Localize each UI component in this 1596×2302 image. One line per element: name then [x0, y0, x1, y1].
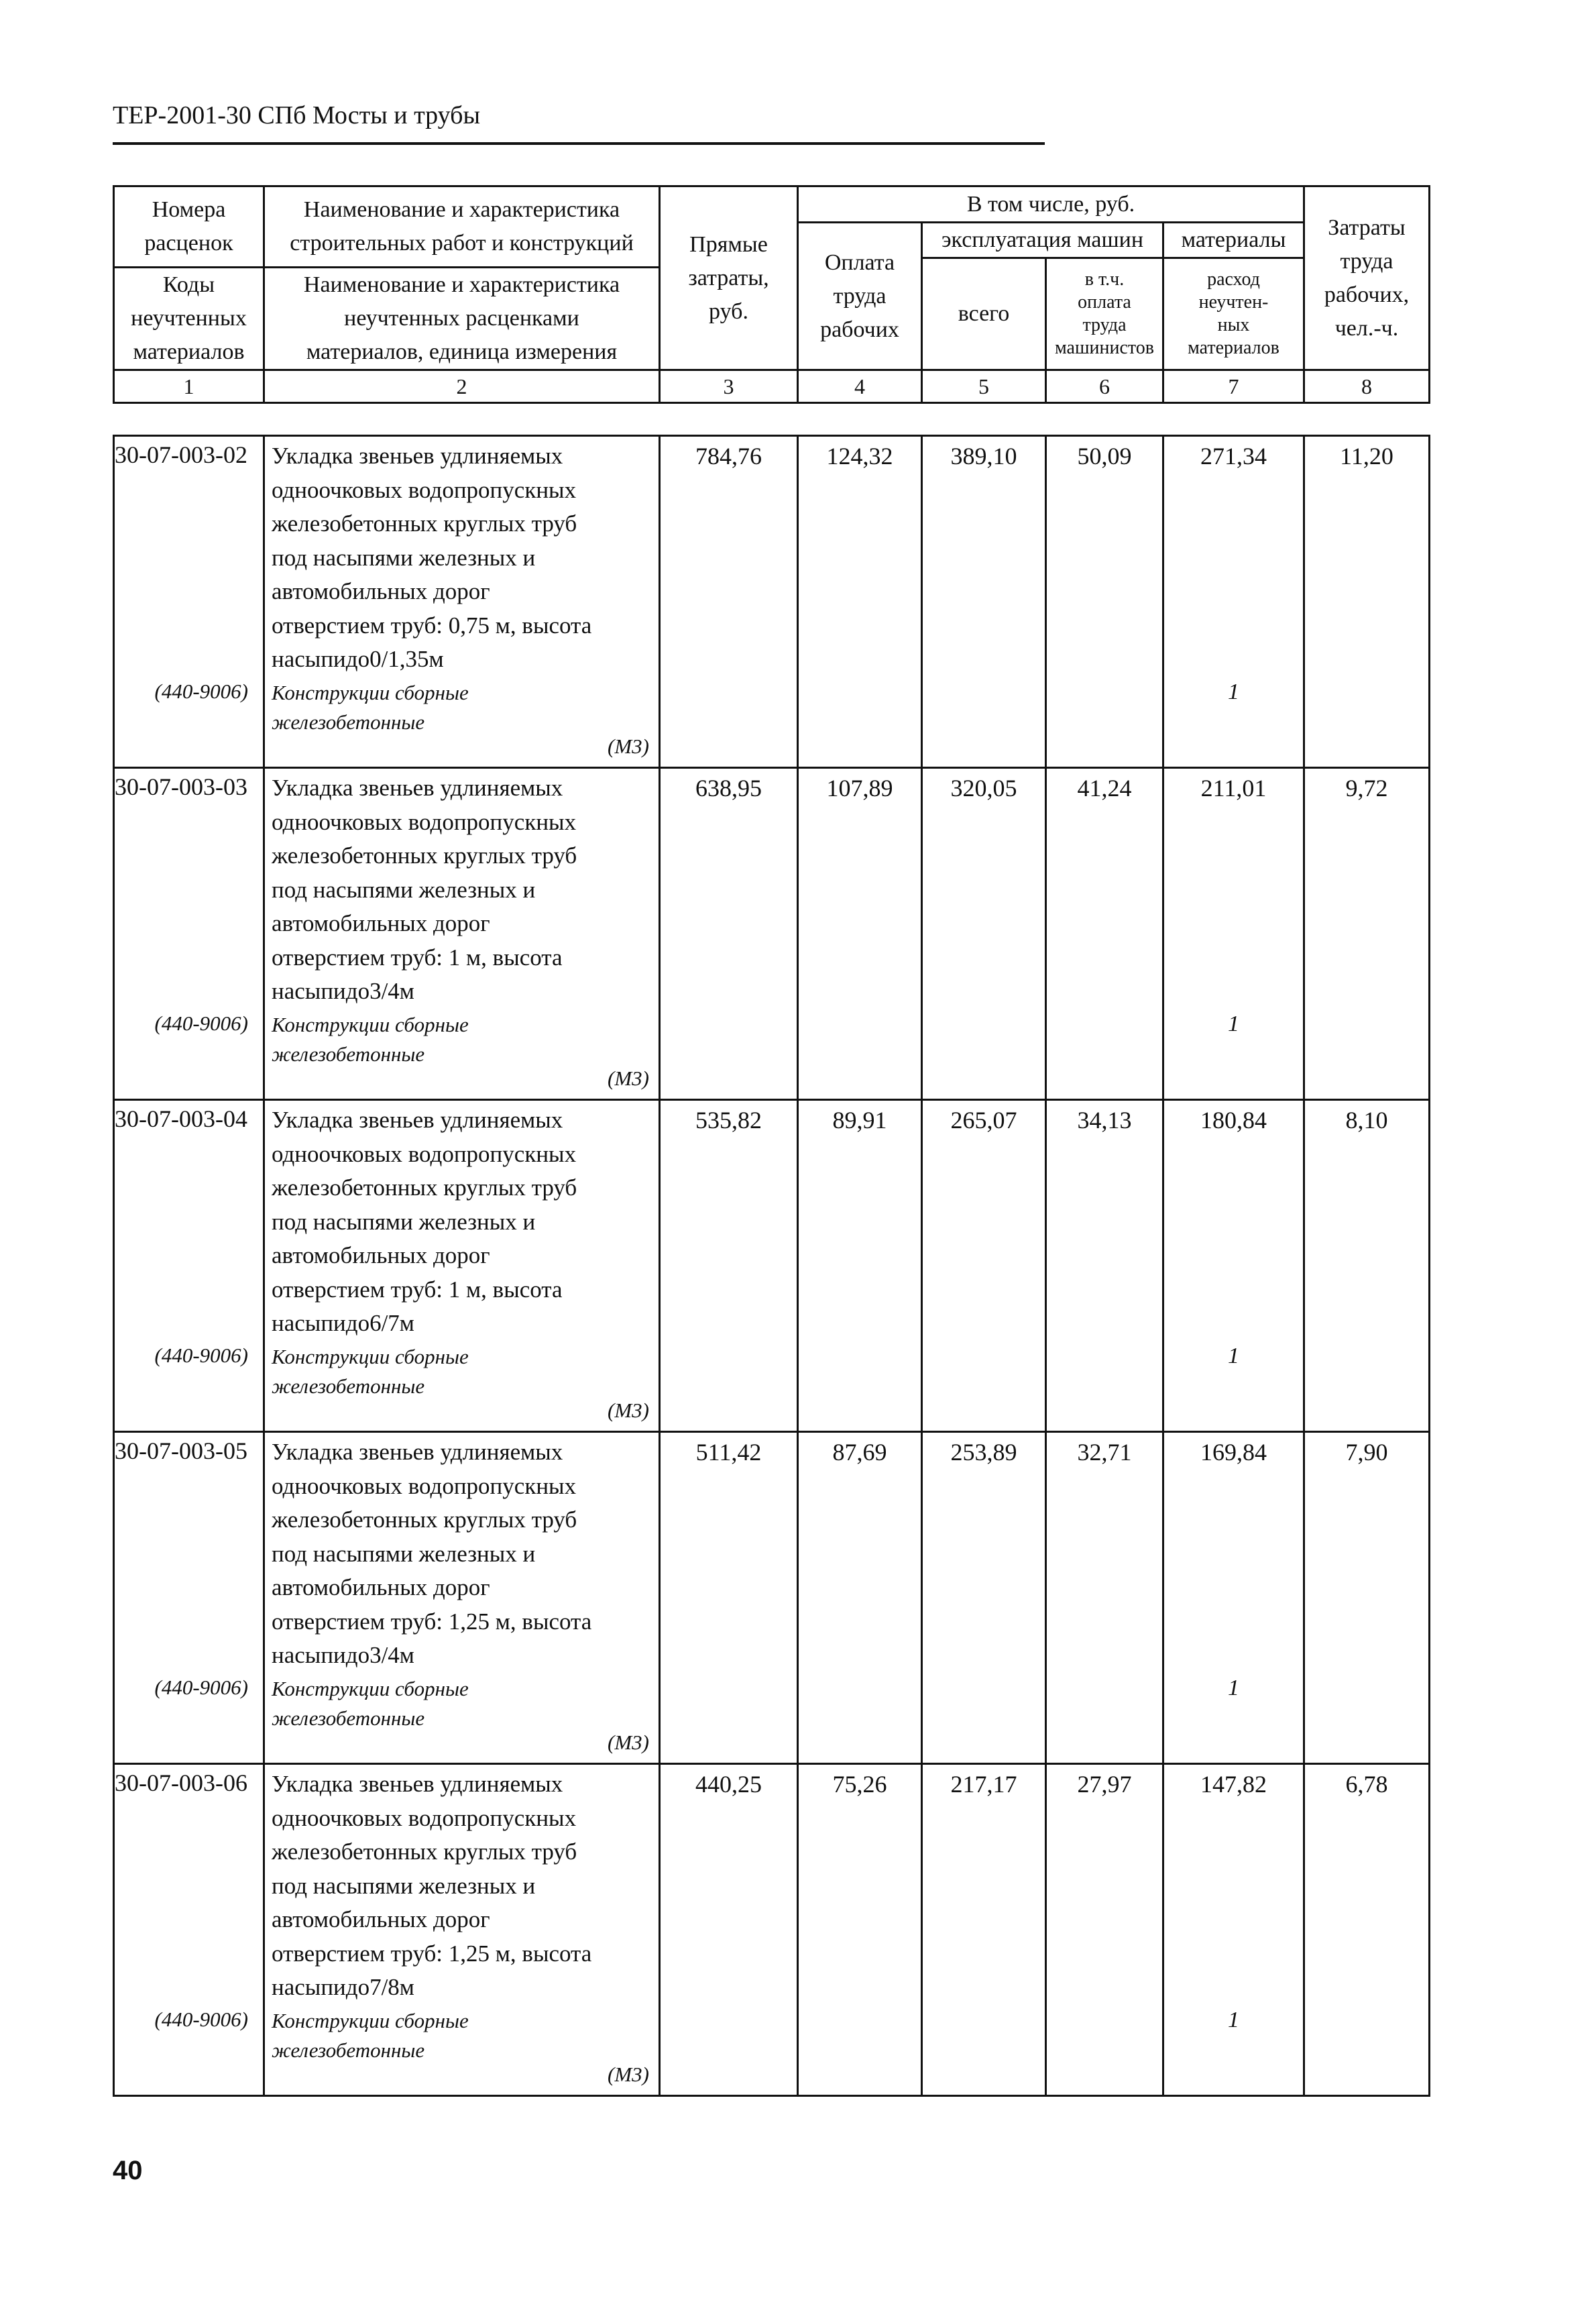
material-code: (440-9006) — [154, 679, 248, 703]
rate-code: 30-07-003-04 — [115, 1105, 247, 1132]
header-line: труда — [1340, 248, 1393, 274]
page-number: 40 — [113, 2156, 143, 2185]
table-row — [114, 436, 1430, 768]
column-number: 3 — [660, 370, 798, 403]
header-col2-top — [264, 186, 660, 268]
code-cell — [114, 1764, 264, 2096]
labor-hours: 7,90 — [1345, 1439, 1388, 1466]
column-number: 1 — [114, 370, 264, 403]
code-cell — [114, 1100, 264, 1432]
rate-code: 30-07-003-05 — [115, 1437, 247, 1464]
material-name-line: Конструкции сборные — [272, 1344, 469, 1368]
material-quantity: 1 — [1228, 679, 1239, 704]
description-line: Укладка звеньев удлиняемых — [272, 1107, 563, 1133]
description-line: под насыпями железных и — [272, 1208, 536, 1235]
page-title: ТЕР-2001-30 СПб Мосты и трубы — [113, 101, 481, 129]
description-line: железобетонных круглых труб — [272, 842, 577, 869]
description-cell — [264, 1764, 660, 2096]
description-line: отверстием труб: 1 м, высота — [272, 944, 563, 971]
description-line: одноочковых водопропускных — [272, 808, 577, 835]
material-name-line: железобетонные — [272, 1042, 425, 1066]
column-number: 7 — [1163, 370, 1304, 403]
code-cell — [114, 436, 264, 768]
header-line: неучтенных расценками — [344, 306, 579, 331]
header-col1-bottom — [114, 268, 264, 370]
column-number: 5 — [922, 370, 1046, 403]
header-col4 — [798, 223, 922, 370]
material-name-line: железобетонные — [272, 2038, 425, 2062]
description-line: одноочковых водопропускных — [272, 1804, 577, 1831]
header-line: труда — [833, 283, 887, 309]
header-line: материалов — [133, 339, 245, 364]
table-row — [114, 1432, 1430, 1764]
header-line: машинистов — [1055, 337, 1154, 358]
description-line: автомобильных дорог — [272, 910, 490, 936]
description-line: автомобильных дорог — [272, 1574, 490, 1600]
header-line: чел.-ч. — [1334, 315, 1399, 341]
header-line: материалов — [1188, 337, 1279, 358]
header-line: расход — [1207, 269, 1260, 290]
header-materials: материалы — [1163, 223, 1304, 258]
description-cell — [264, 768, 660, 1100]
header-col1-top — [114, 186, 264, 268]
material-name-line: Конструкции сборные — [272, 1012, 469, 1036]
rate-code: 30-07-003-06 — [115, 1769, 247, 1796]
description-cell — [264, 436, 660, 768]
description-line: одноочковых водопропускных — [272, 1472, 577, 1499]
header-line: Номера — [152, 197, 226, 222]
description-line: под насыпями железных и — [272, 544, 536, 571]
header-col8 — [1304, 186, 1430, 370]
machine-labor-cost: 32,71 — [1077, 1439, 1132, 1466]
table-row — [114, 1100, 1430, 1432]
description-cell — [264, 1432, 660, 1764]
machine-labor-cost: 34,13 — [1077, 1107, 1132, 1134]
material-name-line: железобетонные — [272, 710, 425, 734]
materials-cost: 147,82 — [1200, 1771, 1267, 1798]
table-row — [114, 768, 1430, 1100]
description-line: железобетонных круглых труб — [272, 1839, 577, 1865]
material-unit: (М3) — [608, 1066, 649, 1090]
material-quantity: 1 — [1228, 1344, 1239, 1368]
material-unit: (М3) — [608, 2063, 649, 2086]
code-cell — [114, 1432, 264, 1764]
description-line: железобетонных круглых труб — [272, 1506, 577, 1533]
direct-cost: 440,25 — [695, 1771, 762, 1798]
description-line: Укладка звеньев удлиняемых — [272, 1439, 563, 1465]
header-line: Прямые — [689, 231, 768, 257]
description-line: насыпидо7/8м — [272, 1974, 414, 2000]
header-line: Наименование и характеристика — [303, 272, 620, 297]
material-unit: (М3) — [608, 1399, 649, 1422]
description-line: одноочковых водопропускных — [272, 476, 577, 503]
material-name-line: железобетонные — [272, 1374, 425, 1398]
header-col7 — [1163, 258, 1304, 370]
direct-cost: 535,82 — [695, 1107, 762, 1134]
description-line: автомобильных дорог — [272, 1242, 490, 1268]
material-unit: (М3) — [608, 734, 649, 758]
machine-labor-cost: 41,24 — [1077, 775, 1132, 802]
description-line: насыпидо6/7м — [272, 1310, 414, 1336]
material-name-line: железобетонные — [272, 1706, 425, 1730]
material-quantity: 1 — [1228, 1676, 1239, 1700]
description-line: железобетонных круглых труб — [272, 510, 577, 537]
description-line: одноочковых водопропускных — [272, 1140, 577, 1167]
description-line: под насыпями железных и — [272, 876, 536, 903]
description-line: под насыпями железных и — [272, 1540, 536, 1567]
labor-hours: 8,10 — [1345, 1107, 1388, 1134]
description-cell — [264, 1100, 660, 1432]
header-line: в т.ч. — [1084, 269, 1125, 290]
description-line: отверстием труб: 1 м, высота — [272, 1276, 563, 1303]
machine-cost: 253,89 — [950, 1439, 1017, 1466]
header-line: Затраты — [1328, 215, 1406, 240]
material-quantity: 1 — [1228, 1011, 1239, 1036]
material-code: (440-9006) — [154, 2008, 248, 2031]
header-line: расценок — [144, 231, 233, 256]
table-header — [113, 185, 1430, 404]
materials-cost: 271,34 — [1200, 443, 1267, 470]
material-name-line: Конструкции сборные — [272, 1676, 469, 1700]
header-line: строительных работ и конструкций — [290, 231, 634, 256]
table-row — [114, 1764, 1430, 2096]
material-name-line: Конструкции сборные — [272, 2008, 469, 2032]
header-machines: эксплуатация машин — [922, 223, 1163, 258]
labor-hours: 11,20 — [1340, 443, 1393, 470]
header-line: рабочих — [820, 317, 899, 342]
header-col3 — [660, 186, 798, 370]
labor-cost: 107,89 — [826, 775, 893, 802]
header-line: Оплата — [824, 250, 895, 275]
header-line: материалов, единица измерения — [306, 339, 618, 364]
material-name-line: Конструкции сборные — [272, 680, 469, 704]
description-line: насыпидо3/4м — [272, 978, 414, 1004]
material-quantity: 1 — [1228, 2008, 1239, 2032]
direct-cost: 638,95 — [695, 775, 762, 802]
header-line: неучтен- — [1198, 292, 1269, 313]
machine-labor-cost: 27,97 — [1077, 1771, 1132, 1798]
header-col5: всего — [922, 258, 1046, 370]
materials-cost: 169,84 — [1200, 1439, 1267, 1466]
code-cell — [114, 768, 264, 1100]
machine-cost: 389,10 — [950, 443, 1017, 470]
machine-cost: 217,17 — [950, 1771, 1017, 1798]
header-col2-bottom — [264, 268, 660, 370]
labor-cost: 89,91 — [832, 1107, 887, 1134]
column-number: 8 — [1304, 370, 1430, 403]
description-line: автомобильных дорог — [272, 1906, 490, 1932]
title-rule — [113, 142, 1045, 145]
header-line: оплата — [1078, 292, 1131, 313]
labor-cost: 75,26 — [832, 1771, 887, 1798]
rate-code: 30-07-003-03 — [115, 773, 247, 800]
rate-code: 30-07-003-02 — [115, 441, 247, 468]
machine-cost: 320,05 — [950, 775, 1017, 802]
header-line: руб. — [709, 298, 748, 324]
header-line: затраты, — [688, 265, 769, 290]
header-line: ных — [1217, 315, 1250, 335]
description-line: насыпидо3/4м — [272, 1642, 414, 1668]
header-line: Наименование и характеристика — [303, 197, 620, 222]
header-line: рабочих, — [1324, 282, 1410, 307]
description-line: Укладка звеньев удлиняемых — [272, 775, 563, 801]
header-group: В том числе, руб. — [798, 186, 1304, 223]
materials-cost: 180,84 — [1200, 1107, 1267, 1134]
header-col6 — [1046, 258, 1163, 370]
labor-cost: 124,32 — [826, 443, 893, 470]
description-line: отверстием труб: 1,25 м, высота — [272, 1940, 592, 1967]
column-number: 2 — [264, 370, 660, 403]
machine-labor-cost: 50,09 — [1077, 443, 1132, 470]
material-code: (440-9006) — [154, 1011, 248, 1035]
material-unit: (М3) — [608, 1731, 649, 1754]
description-line: Укладка звеньев удлиняемых — [272, 1771, 563, 1797]
header-line: неучтенных — [131, 306, 247, 331]
material-code: (440-9006) — [154, 1344, 248, 1367]
description-line: Укладка звеньев удлиняемых — [272, 443, 563, 469]
description-line: автомобильных дорог — [272, 578, 490, 604]
column-number: 6 — [1046, 370, 1163, 403]
labor-hours: 6,78 — [1345, 1771, 1388, 1798]
column-number: 4 — [798, 370, 922, 403]
description-line: насыпидо0/1,35м — [272, 646, 444, 672]
direct-cost: 511,42 — [695, 1439, 762, 1466]
header-line: Коды — [162, 272, 215, 297]
labor-cost: 87,69 — [832, 1439, 887, 1466]
description-line: отверстием труб: 1,25 м, высота — [272, 1608, 592, 1635]
description-line: отверстием труб: 0,75 м, высота — [272, 612, 592, 639]
machine-cost: 265,07 — [950, 1107, 1017, 1134]
direct-cost: 784,76 — [695, 443, 762, 470]
materials-cost: 211,01 — [1200, 775, 1267, 802]
description-line: под насыпями железных и — [272, 1872, 536, 1899]
header-line: труда — [1082, 315, 1127, 335]
material-code: (440-9006) — [154, 1676, 248, 1699]
rates-table — [113, 435, 1430, 2097]
labor-hours: 9,72 — [1345, 775, 1388, 802]
description-line: железобетонных круглых труб — [272, 1174, 577, 1201]
